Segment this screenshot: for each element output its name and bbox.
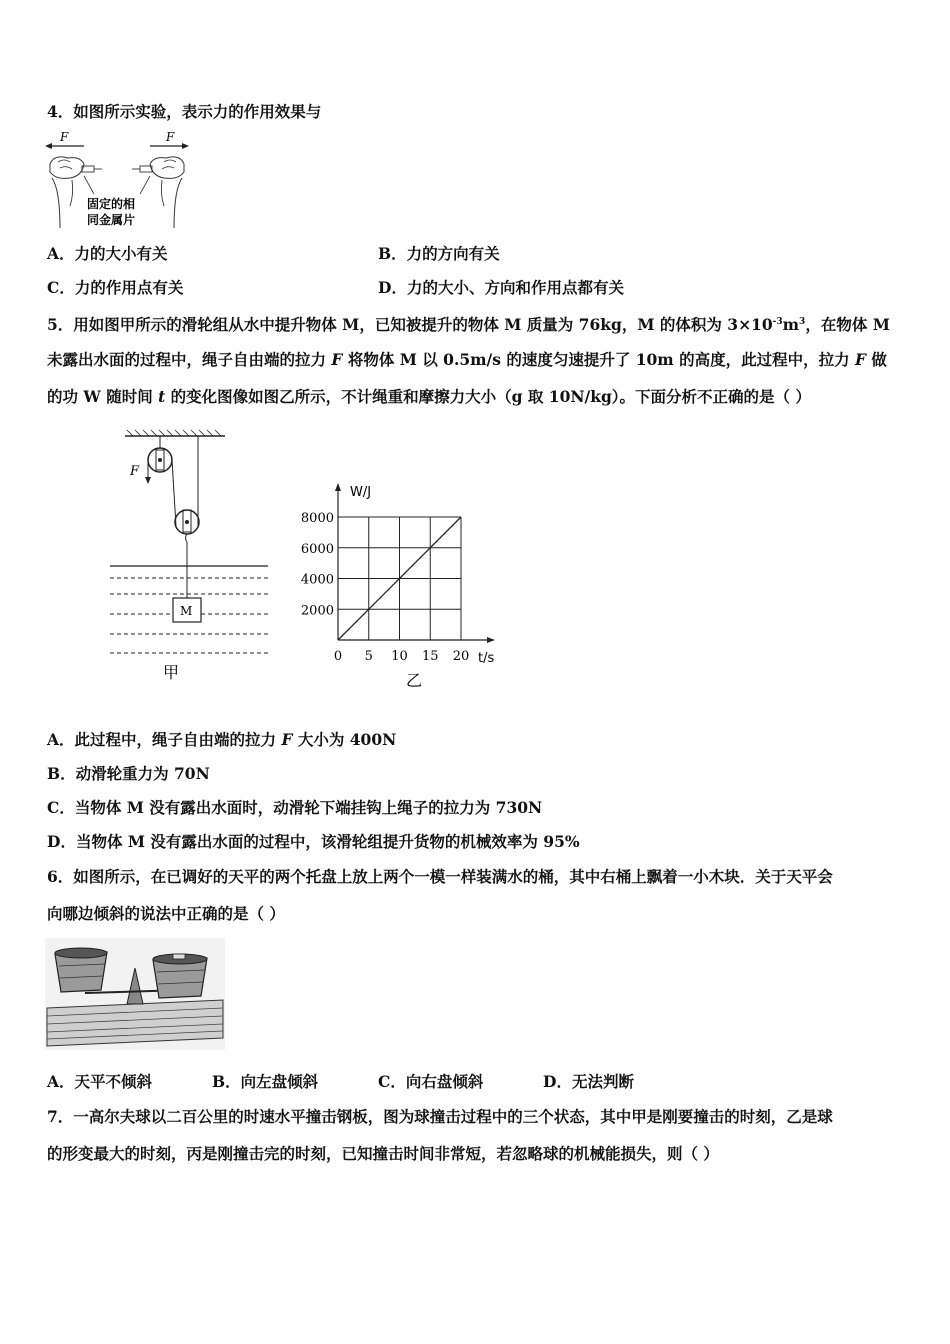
q4-option-a[interactable]: A．力的大小有关	[47, 244, 168, 263]
q6-option-b[interactable]: B．向左盘倾斜	[212, 1072, 319, 1091]
x-tick-label: 10	[391, 649, 408, 664]
y-tick-label: 6000	[300, 541, 334, 557]
q5-line-3: 的功 W 随时间 t 的变化图像如图乙所示，不计绳重和摩擦力大小（g 取 10N/kg）。下面分析不正确的是（ ）	[47, 387, 811, 406]
q4-caption-2: 同金属片	[87, 213, 136, 227]
q6-option-a[interactable]: A．天平不倾斜	[47, 1072, 153, 1091]
pulley-force-label: F	[130, 464, 140, 479]
q7-line-2: 的形变最大的时刻，丙是刚撞击完的时刻，已知撞击时间非常短，若忽略球的机械能损失，则（ ）	[47, 1144, 719, 1163]
figure-yi-caption: 乙	[406, 671, 423, 690]
q6-option-d[interactable]: D．无法判断	[543, 1072, 634, 1091]
q5-option-c[interactable]: C．当物体 M 没有露出水面时，动滑轮下端挂钩上绳子的拉力为 730N	[47, 798, 543, 817]
q5-option-b[interactable]: B．动滑轮重力为 70N	[47, 764, 210, 783]
w-t-chart	[290, 478, 510, 693]
q6-line-2: 向哪边倾斜的说法中正确的是（ ）	[47, 904, 285, 923]
q5-line-1: 5．用如图甲所示的滑轮组从水中提升物体 M，已知被提升的物体 M 质量为 76kg，M 的体积为 $3\times 10^{-3}m^3$，在物体 M	[47, 315, 890, 335]
q4-option-d[interactable]: D．力的大小、方向和作用点都有关	[378, 278, 624, 297]
q4-force-right: F	[166, 130, 175, 144]
chart-y-label: W/J	[350, 485, 372, 500]
x-tick-label: 5	[364, 649, 373, 664]
y-axis-arrow	[335, 483, 341, 491]
q4-force-left: F	[60, 130, 69, 144]
y-tick-label: 4000	[300, 572, 334, 588]
q4-stem: 4．如图所示实验，表示力的作用效果与	[47, 102, 322, 121]
chart-x-label: t/s	[478, 651, 495, 666]
x-tick-label: 15	[421, 649, 439, 664]
q7-line-1: 7．一高尔夫球以二百公里的时速水平撞击钢板，图为球撞击过程中的三个状态，其中甲是刚要撞击的时刻，乙是球	[47, 1107, 833, 1126]
y-tick-label: 2000	[300, 603, 334, 619]
q4-figure	[42, 128, 192, 230]
figure-jia-caption: 甲	[163, 663, 180, 682]
q6-line-1: 6．如图所示，在已调好的天平的两个托盘上放上两个一模一样装满水的桶，其中右桶上飘着一小木块．关于天平会	[47, 867, 833, 886]
q4-caption-1: 固定的相	[87, 197, 136, 211]
x-tick-label: 0	[333, 649, 343, 664]
x-tick-label: 20	[452, 649, 470, 664]
q4-option-c[interactable]: C．力的作用点有关	[47, 278, 184, 297]
balance-photo	[45, 938, 225, 1050]
q6-option-c[interactable]: C．向右盘倾斜	[378, 1072, 484, 1091]
q4-option-b[interactable]: B．力的方向有关	[378, 244, 500, 263]
x-axis-arrow	[487, 637, 495, 643]
q5-line-2: 未露出水面的过程中，绳子自由端的拉力 F 将物体 M 以 0.5m/s 的速度匀速提升了 10m 的高度，此过程中，拉力 F 做	[47, 350, 887, 369]
object-m-label: M	[180, 604, 193, 618]
q5-option-d[interactable]: D．当物体 M 没有露出水面的过程中，该滑轮组提升货物的机械效率为 95%	[47, 832, 580, 851]
pulley-figure	[105, 428, 280, 688]
y-tick-label: 8000	[300, 511, 334, 526]
q5-option-a[interactable]: A．此过程中，绳子自由端的拉力 F 大小为 400N	[47, 730, 397, 749]
